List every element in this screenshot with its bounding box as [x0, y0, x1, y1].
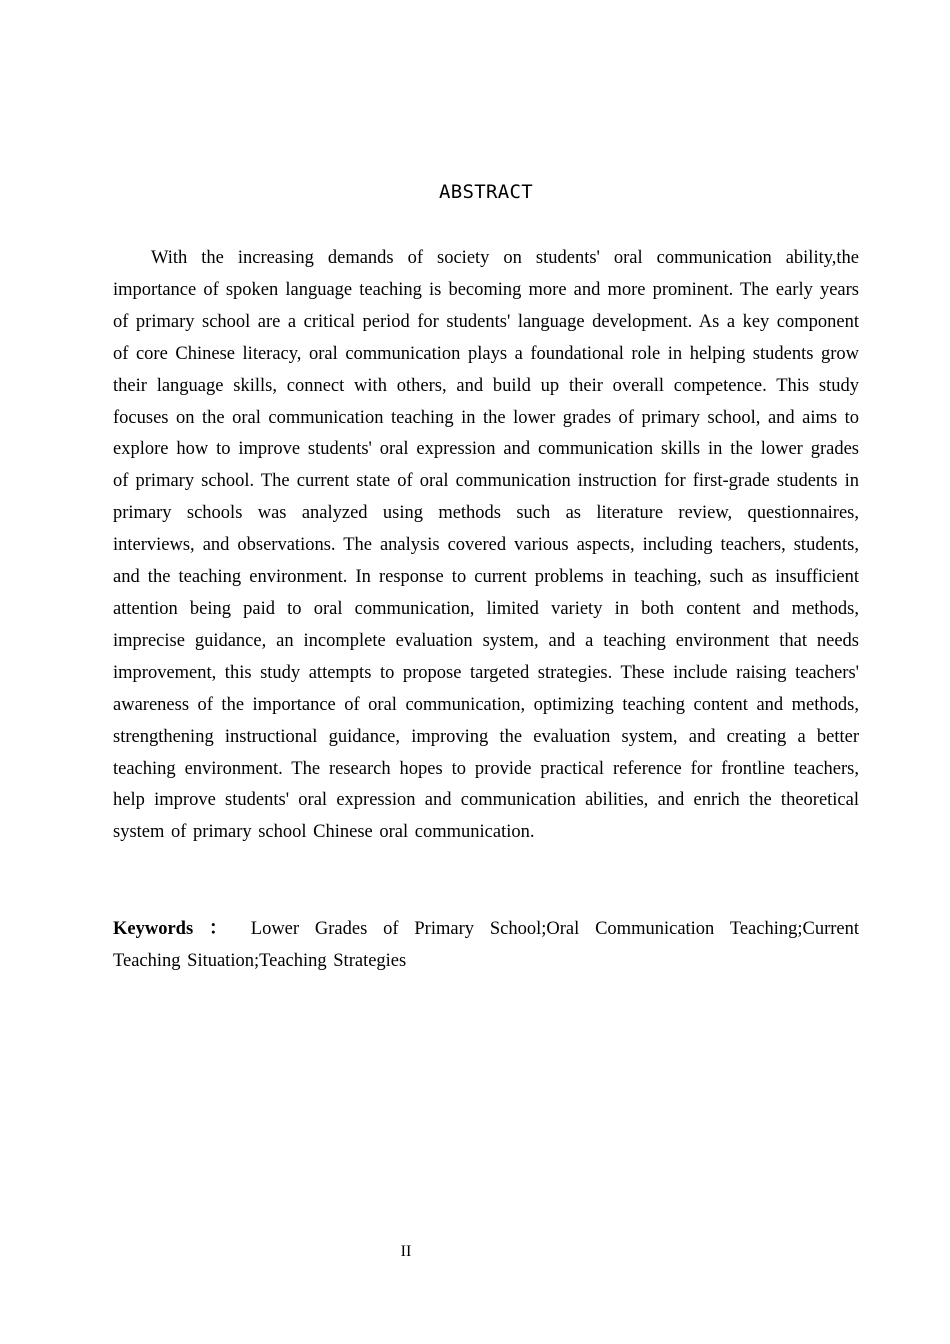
- keywords-paragraph: [113, 913, 859, 977]
- keywords-label: Keywords: [113, 919, 194, 939]
- abstract-title: ABSTRACT: [439, 181, 533, 203]
- abstract-body: With the increasing demands of society on students' oral communication ability,the importance of spoken language teaching is becoming more and more prominent. The early years of primary school are a critical period for students' language development. As a key component of core Chinese literacy, oral communication plays a foundational role in helping students grow their language skills, connect with others, and build up their overall competence. This study focuses on the oral communication teaching in the lower grades of primary school, and aims to explore how to improve students' oral expression and communication skills in the lower grades of primary school. The current state of oral communication instruction for first-grade students in primary schools was analyzed using methods such as literature review, questionnaires, interviews, and observations. The analysis covered various aspects, including teachers, students, and the teaching environment. In response to current problems in teaching, such as insufficient attention being paid to oral communication, limited variety in both content and methods, imprecise guidance, an incomplete evaluation system, and a teaching environment that needs improvement, this study attempts to propose targeted strategies. These include raising teachers' awareness of the importance of oral communication, optimizing teaching content and methods, strengthening instructional guidance, improving the evaluation system, and creating a better teaching environment. The research hopes to provide practical reference for frontline teachers, help improve students' oral expression and communication abilities, and enrich the theoretical system of primary school Chinese oral communication.: [113, 248, 859, 843]
- keywords-text: Lower Grades of Primary School;Oral Communication Teaching;Current Teaching Situation;Teaching Strategies: [113, 919, 860, 971]
- keywords-separator: ：: [209, 919, 237, 939]
- page-number: II: [400, 1243, 412, 1260]
